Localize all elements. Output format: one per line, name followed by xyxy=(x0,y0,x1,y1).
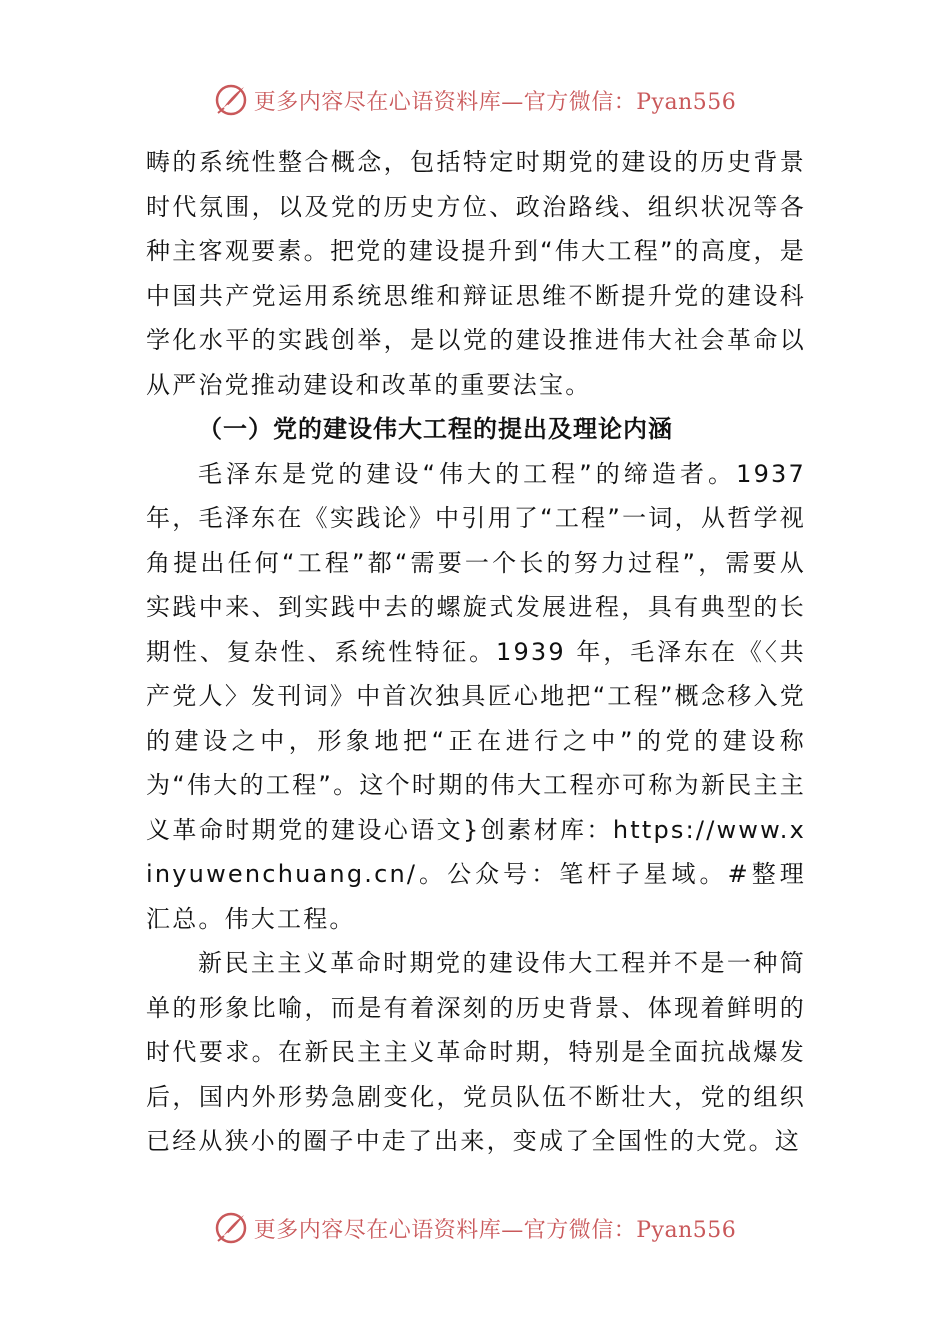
footer-banner xyxy=(0,1208,950,1248)
header-banner-text: 更多内容尽在心语资料库—官方微信：Pyan556 xyxy=(253,89,737,115)
quill-pen-icon xyxy=(214,1211,248,1245)
footer-banner-text: 更多内容尽在心语资料库—官方微信：Pyan556 xyxy=(253,1217,737,1243)
paragraph-3: 新民主主义革命时期党的建设伟大工程并不是一种简单的形象比喻，而是有着深刻的历史背景、体现着鲜明的时代要求。在新民主主义革命时期，特别是全面抗战爆发后，国内外形势急剧变化，党员队伍不断壮大，党的组织已经从狭小的圈子中走了出来，变成了全国性的大党。这 xyxy=(146,949,806,1155)
paragraph-1: 畴的系统性整合概念，包括特定时期党的建设的历史背景时代氛围，以及党的历史方位、政治路线、组织状况等各种主客观要素。把党的建设提升到“伟大工程”的高度，是中国共产党运用系统思维和辩证思维不断提升党的建设科学化水平的实践创举，是以党的建设推进伟大社会革命以从严治党推动建设和改革的重要法宝。 xyxy=(146,148,806,399)
quill-pen-icon xyxy=(214,83,248,117)
header-banner xyxy=(0,80,950,120)
document-body xyxy=(146,140,806,1164)
paragraph-2: 毛泽东是党的建设“伟大的工程”的缔造者。1937 年，毛泽东在《实践论》中引用了“工程”一词，从哲学视角提出任何“工程”都“需要一个长的努力过程”，需要从实践中来、到实践中去的螺旋式发展进程，具有典型的长期性、复杂性、系统性特征。1939 年，毛泽东在《〈共产党人〉发刊词》中首次独具匠心地把“工程”概念移入党的建设之中，形象地把“正在进行之中”的党的建设称为“伟大的工程”。这个时期的伟大工程亦可称为新民主主义革命时期党的建设心语文}创素材库：https://www.xinyuwenchuang.cn/。公众号：笔杆子星域。#整理汇总。伟大工程。 xyxy=(146,459,806,933)
section-heading: （一）党的建设伟大工程的提出及理论内涵 xyxy=(198,415,673,443)
